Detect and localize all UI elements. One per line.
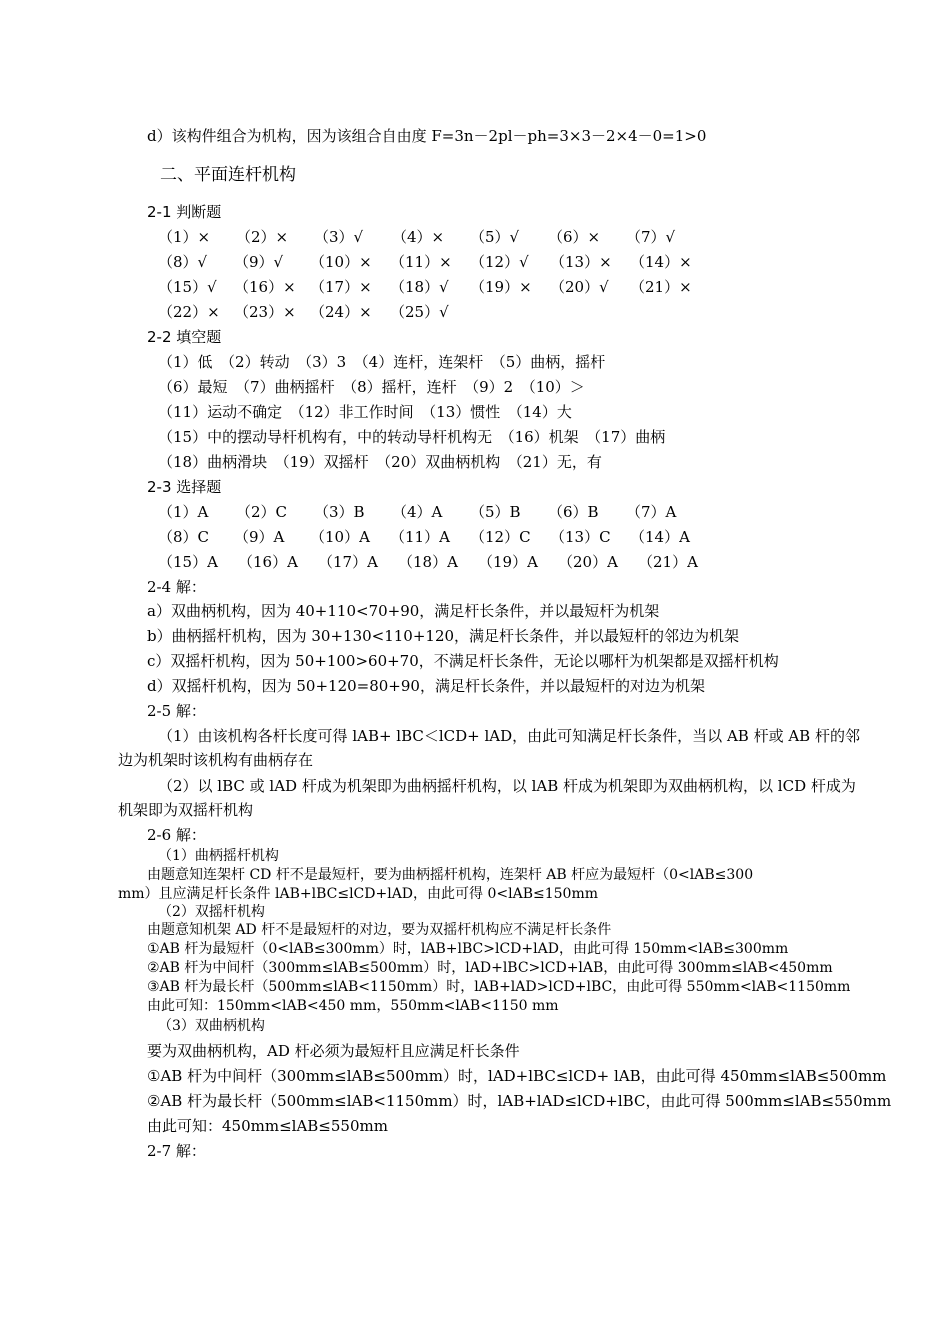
list-item: （5）B <box>470 503 521 521</box>
s26-l14: 由此可知：450mm≤lAB≤550mm <box>147 1117 388 1135</box>
list-item: （20）A <box>558 553 618 571</box>
s21-row-2 <box>158 252 710 272</box>
list-item: （3）B <box>314 503 365 521</box>
s27-title: 2-7 解： <box>147 1142 206 1160</box>
list-item: （9）√ <box>234 253 284 271</box>
s23-row-1 <box>158 502 704 522</box>
s21-row-1 <box>158 227 704 247</box>
list-item: （7）A <box>626 503 677 521</box>
list-item: （4）A <box>392 503 443 521</box>
list-item: （24）× <box>310 303 372 321</box>
list-item: （12）C <box>470 528 531 546</box>
list-item: （12）√ <box>470 253 529 271</box>
s26-l13: ②AB 杆为最长杆（500mm≤lAB<1150mm）时，lAB+lAD≤lCD+lBC，由此可得 500mm≤lAB≤550mm <box>147 1092 892 1110</box>
s25-p1a: （1）由该机构各杆长度可得 lAB+ lBC＜lCD+ lAD，由此可知满足杆长条件，当以 AB 杆或 AB 杆的邻 <box>158 727 860 745</box>
s22-line-1: （1）低 （2）转动 （3）3 （4）连杆，连架杆 （5）曲柄，摇杆 <box>158 353 606 371</box>
list-item: （4）× <box>392 228 445 246</box>
list-item: （2）× <box>236 228 289 246</box>
list-item: （8）√ <box>158 253 208 271</box>
s26-l11: 要为双曲柄机构，AD 杆必须为最短杆且应满足杆长条件 <box>147 1042 520 1060</box>
s26-l6: ①AB 杆为最短杆（0<lAB≤300mm）时，lAB+lBC>lCD+lAD，由此可得 150mm<lAB≤300mm <box>147 941 789 957</box>
s25-title: 2-5 解： <box>147 702 206 720</box>
s26-l12: ①AB 杆为中间杆（300mm≤lAB≤500mm）时，lAD+lBC≤lCD+ lAB，由此可得 450mm≤lAB≤500mm <box>147 1067 887 1085</box>
list-item: （18）√ <box>390 278 449 296</box>
s24-line-1: a）双曲柄机构，因为 40+110<70+90，满足杆长条件，并以最短杆为机架 <box>147 602 660 620</box>
s26-l8: ③AB 杆为最长杆（500mm≤lAB<1150mm）时，lAB+lAD>lCD+lBC，由此可得 550mm<lAB<1150mm <box>147 979 851 995</box>
s25-p2a: （2）以 lBC 或 lAD 杆成为机架即为曲柄摇杆机构，以 lAB 杆成为机架即为双曲柄机构，以 lCD 杆成为 <box>158 777 856 795</box>
list-item: （14）A <box>630 528 690 546</box>
list-item: （21）× <box>630 278 692 296</box>
intro-line: d）该构件组合为机构，因为该组合自由度 F=3n－2pl－ph=3×3－2×4－0=1>0 <box>147 127 707 145</box>
list-item: （2）C <box>236 503 288 521</box>
list-item: （15）A <box>158 553 218 571</box>
s21-row-4 <box>158 302 470 322</box>
list-item: （8）C <box>158 528 210 546</box>
s26-l4: （2）双摇杆机构 <box>158 904 265 920</box>
list-item: （16）A <box>238 553 298 571</box>
list-item: （21）A <box>638 553 698 571</box>
s23-row-3 <box>158 552 718 572</box>
list-item: （22）× <box>158 303 220 321</box>
list-item: （10）× <box>310 253 372 271</box>
s22-line-2: （6）最短 （7）曲柄摇杆 （8）摇杆，连杆 （9）2 （10）＞ <box>158 378 585 396</box>
list-item: （7）√ <box>626 228 676 246</box>
list-item: （5）√ <box>470 228 520 246</box>
s23-title: 2-3 选择题 <box>147 478 222 496</box>
s24-line-3: c）双摇杆机构，因为 50+100>60+70，不满足杆长条件，无论以哪杆为机架都是双摇杆机构 <box>147 652 779 670</box>
s26-l5: 由题意知机架 AD 杆不是最短杆的对边，要为双摇杆机构应不满足杆长条件 <box>147 922 612 938</box>
s21-title: 2-1 判断题 <box>147 203 222 221</box>
list-item: （19）A <box>478 553 538 571</box>
list-item: （17）A <box>318 553 378 571</box>
s26-title: 2-6 解： <box>147 826 206 844</box>
list-item: （15）√ <box>158 278 217 296</box>
s22-title: 2-2 填空题 <box>147 328 222 346</box>
list-item: （1）A <box>158 503 209 521</box>
list-item: （14）× <box>630 253 692 271</box>
s23-row-2 <box>158 527 710 547</box>
s22-line-5: （18）曲柄滑块 （19）双摇杆 （20）双曲柄机构 （21）无，有 <box>158 453 602 471</box>
s26-l1: （1）曲柄摇杆机构 <box>158 848 279 864</box>
list-item: （19）× <box>470 278 532 296</box>
list-item: （3）√ <box>314 228 364 246</box>
s24-line-4: d）双摇杆机构，因为 50+120=80+90，满足杆长条件，并以最短杆的对边为机架 <box>147 677 705 695</box>
list-item: （11）A <box>390 528 450 546</box>
list-item: （13）× <box>550 253 612 271</box>
list-item: （6）× <box>548 228 601 246</box>
s22-line-4: （15）中的摆动导杆机构有，中的转动导杆机构无 （16）机架 （17）曲柄 <box>158 428 666 446</box>
s26-l7: ②AB 杆为中间杆（300mm≤lAB≤500mm）时，lAD+lBC>lCD+lAB，由此可得 300mm≤lAB<450mm <box>147 960 833 976</box>
s26-l3: mm）且应满足杆长条件 lAB+lBC≤lCD+lAD，由此可得 0<lAB≤150mm <box>118 886 598 902</box>
s26-l10: （3）双曲柄机构 <box>158 1018 265 1034</box>
list-item: （1）× <box>158 228 211 246</box>
s24-title: 2-4 解： <box>147 578 206 596</box>
list-item: （9）A <box>234 528 285 546</box>
list-item: （11）× <box>390 253 452 271</box>
list-item: （6）B <box>548 503 599 521</box>
s26-l2: 由题意知连架杆 CD 杆不是最短杆，要为曲柄摇杆机构，连架杆 AB 杆应为最短杆（0<lAB≤300 <box>147 867 754 883</box>
s25-p1b: 边为机架时该机构有曲柄存在 <box>118 751 314 769</box>
list-item: （23）× <box>234 303 296 321</box>
list-item: （10）A <box>310 528 370 546</box>
s24-line-2: b）曲柄摇杆机构，因为 30+130<110+120，满足杆长条件，并以最短杆的邻边为机架 <box>147 627 740 645</box>
list-item: （16）× <box>234 278 296 296</box>
section-title: 二、平面连杆机构 <box>160 165 296 185</box>
s22-line-3: （11）运动不确定 （12）非工作时间 （13）惯性 （14）大 <box>158 403 572 421</box>
list-item: （18）A <box>398 553 458 571</box>
s25-p2b: 机架即为双摇杆机构 <box>118 801 254 819</box>
s21-row-3 <box>158 277 710 297</box>
s26-l9: 由此可知：150mm<lAB<450 mm，550mm<lAB<1150 mm <box>147 998 559 1014</box>
list-item: （17）× <box>310 278 372 296</box>
list-item: （25）√ <box>390 303 449 321</box>
list-item: （13）C <box>550 528 611 546</box>
list-item: （20）√ <box>550 278 609 296</box>
